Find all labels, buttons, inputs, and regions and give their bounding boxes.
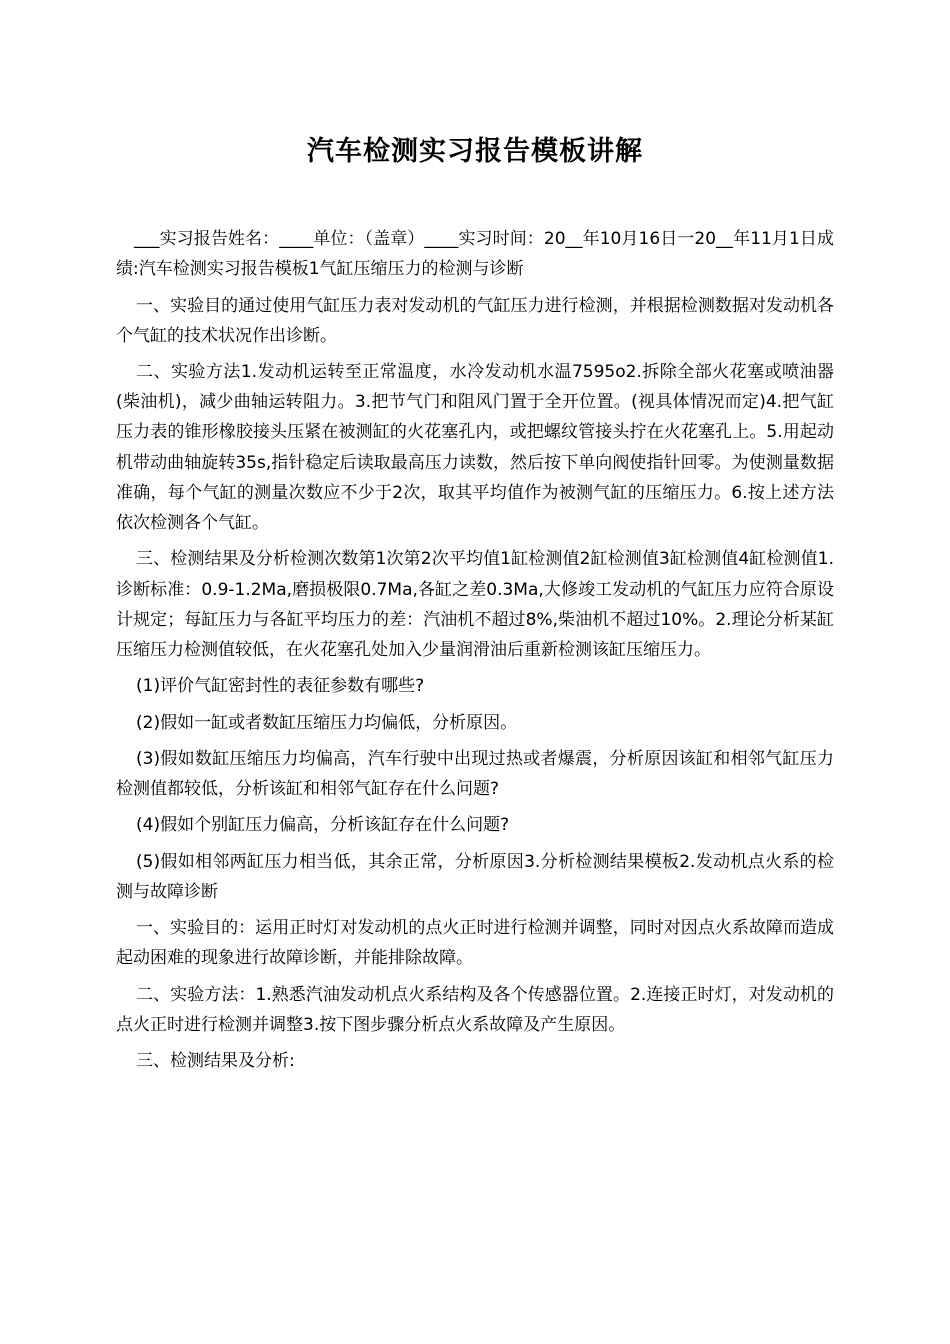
paragraph-results-analysis-1: 三、检测结果及分析检测次数第1次第2次平均值1缸检测值2缸检测值3缸检测值4缸检测值1.诊断标准：0.9-1.2Ma,磨损极限0.7Ma,各缸之差0.3Ma,大修竣工发动机的气缸压力应符合原设计规定；每缸压力与各缸平均压力的差：汽油机不超过8%,柴油机不超过10%。2.理论分析某缸压缩压力检测值较低，在火花塞孔处加入少量润滑油后重新检测该缸压缩压力。 xyxy=(116,549,834,660)
paragraph-question-3: (3)假如数缸压缩压力均偏高，汽车行驶中出现过热或者爆震，分析原因该缸和相邻气缸压力检测值都较低，分析该缸和相邻气缸存在什么问题? xyxy=(116,748,834,800)
paragraph-question-5: (5)假如相邻两缸压力相当低，其余正常，分析原因3.分析检测结果模板2.发动机点火系的检测与故障诊断 xyxy=(116,851,834,902)
paragraph-question-2: (2)假如一缸或者数缸压缩压力均偏低，分析原因。 xyxy=(136,712,518,733)
paragraph-question-4: (4)假如个别缸压力偏高，分析该缸存在什么问题? xyxy=(136,815,510,836)
paragraph-experiment-method-1: 二、实验方法1.发动机运转至正常温度，水冷发动机水温7595o2.拆除全部火花塞或喷油器(柴油机)，减少曲轴运转阻力。3.把节气门和阻风门置于全开位置。(视具体情况而定)4.把气缸压力表的锥形橡胶接头压紧在被测缸的火花塞孔内，或把螺纹管接头拧在火花塞孔上。5.用起动机带动曲轴旋转35s,指针稳定后读取最高压力读数，然后按下单向阀使指针回零。为使测量数据准确，每个气缸的测量次数应不少于2次，取其平均值作为被测气缸的压缩压力。6.按上述方法依次检测各个气缸。 xyxy=(116,362,834,534)
document-body xyxy=(116,224,834,1082)
document-title: 汽车检测实习报告模板讲解 xyxy=(307,136,643,167)
paragraph-results-analysis-2: 三、检测结果及分析: xyxy=(136,1051,295,1072)
paragraph-question-1: (1)评价气缸密封性的表征参数有哪些? xyxy=(136,676,425,697)
paragraph-experiment-purpose-2: 一、实验目的：运用正时灯对发动机的点火正时进行检测并调整，同时对因点火系故障而造成起动困难的现象进行故障诊断，并能排除故障。 xyxy=(116,918,834,969)
paragraph-experiment-purpose-1: 一、实验目的通过使用气缸压力表对发动机的气缸压力进行检测，并根据检测数据对发动机各个气缸的技术状况作出诊断。 xyxy=(116,295,834,346)
paragraph-report-header: ___实习报告姓名：____单位：（盖章）____实习时间：20__年10月16日一20__年11月1日成绩:汽车检测实习报告模板1气缸压缩压力的检测与诊断 xyxy=(116,229,834,280)
paragraph-experiment-method-2: 二、实验方法：1.熟悉汽油发动机点火系结构及各个传感器位置。2.连接正时灯，对发动机的点火正时进行检测并调整3.按下图步骤分析点火系故障及产生原因。 xyxy=(116,984,834,1035)
